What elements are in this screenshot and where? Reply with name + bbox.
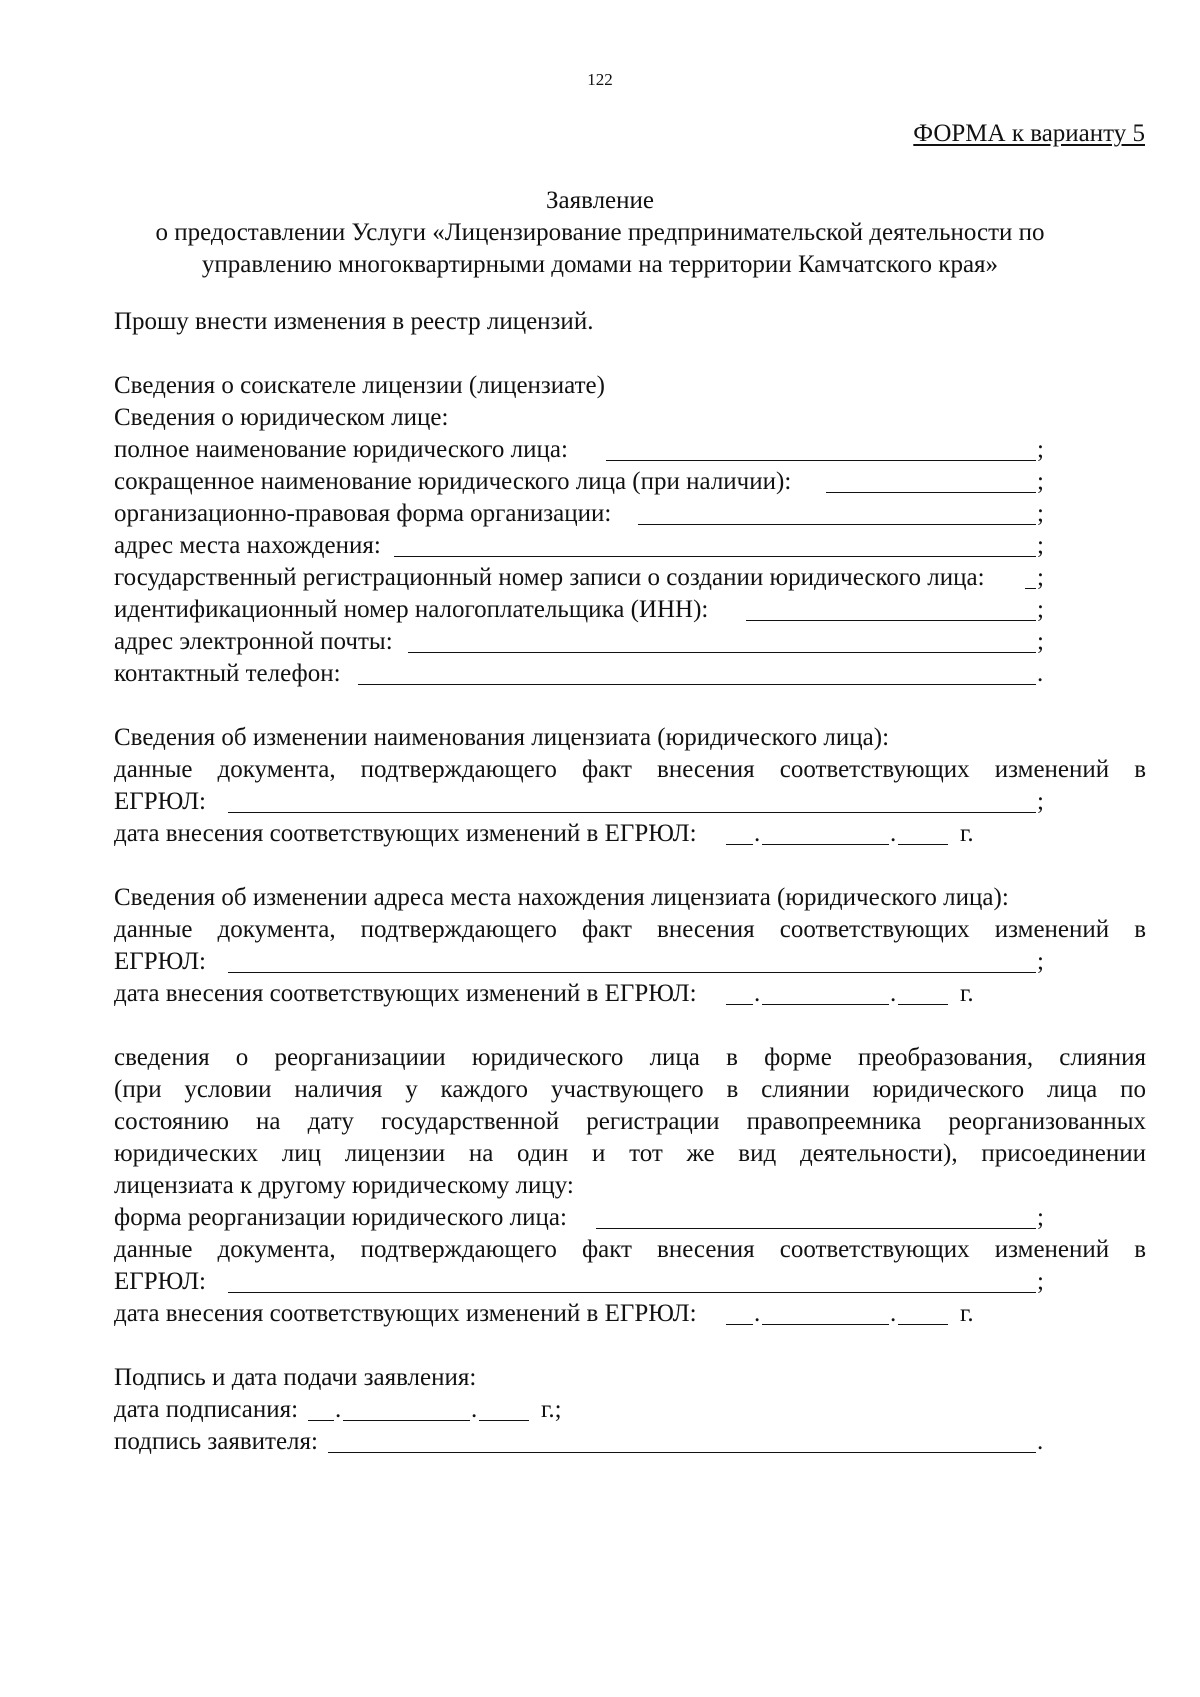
reorg-form-row: форма реорганизации юридического лица: ; [114,1204,1044,1231]
short-name-row: сокращенное наименование юридического лица (при наличии): ; [114,466,1146,498]
reorg-date-row: дата внесения соответствующих изменений в ЕГРЮЛ: . . г. [114,1300,974,1327]
signing-month-field[interactable] [343,1420,470,1421]
full-name-label: полное наименование юридического лица: [114,436,568,463]
email-label: адрес электронной почты: [114,628,393,655]
legal-form-field[interactable] [638,524,1036,525]
signing-date-row: дата подписания: . . г.; [114,1396,562,1423]
request-text: Прошу внести изменения в реестр лицензий. [114,308,594,335]
reorg-doc-row: ЕГРЮЛ: ; [114,1268,1044,1295]
address-change-heading: Сведения об изменении адреса места нахождения лицензиата (юридического лица): [114,884,1009,911]
name-change-doc-line: данные документа, подтверждающего факт внесения соответствующих изменений в [114,756,1146,783]
full-name-row: полное наименование юридического лица: ; [114,434,1146,466]
ogrn-field[interactable] [1025,588,1036,589]
reorg-doc-field[interactable] [228,1292,1036,1293]
phone-row: контактный телефон: . [114,658,1146,690]
title-line-1: Заявление [545,187,655,214]
address-change-doc-line: данные документа, подтверждающего факт внесения соответствующих изменений в [114,916,1146,943]
full-name-field[interactable] [606,460,1036,461]
page-number: 122 [587,70,613,89]
inn-row: идентификационный номер налогоплательщика (ИНН): ; [114,594,1146,626]
short-name-field[interactable] [826,492,1036,493]
form-body [114,306,1146,1458]
name-change-doc-row: ЕГРЮЛ: ; [114,788,1044,815]
ogrn-row: государственный регистрационный номер записи о создании юридического лица: ; [114,562,1146,594]
name-change-doc-field[interactable] [228,812,1036,813]
signing-year-field[interactable] [479,1420,529,1421]
name-change-heading: Сведения об изменении наименования лицензиата (юридического лица): [114,724,890,751]
request-line [114,306,1146,338]
name-change-month-field[interactable] [762,844,889,845]
signature-heading: Подпись и дата подачи заявления: [114,1364,477,1391]
name-change-year-field[interactable] [898,844,948,845]
email-field[interactable] [408,652,1036,653]
reorg-para-line-2: (при условии наличия у каждого участвующего в слиянии юридического лица по [114,1076,1146,1103]
email-row: адрес электронной почты: ; [114,626,1146,658]
reorg-doc-line: данные документа, подтверждающего факт внесения соответствующих изменений в [114,1236,1146,1263]
name-change-day-field[interactable] [726,844,753,845]
phone-field[interactable] [358,684,1036,685]
legal-form-row: организационно-правовая форма организации: ; [114,498,1146,530]
legal-form-label: организационно-правовая форма организации: [114,500,612,527]
ogrn-label: государственный регистрационный номер записи о создании юридического лица: [114,564,985,591]
signature-field[interactable] [328,1452,1036,1453]
reorg-form-field[interactable] [596,1228,1036,1229]
reorg-para-last: лицензиата к другому юридическому лицу: [114,1172,574,1199]
signing-day-field[interactable] [308,1420,334,1421]
applicant-subheading: Сведения о юридическом лице: [114,404,449,431]
inn-field[interactable] [746,620,1036,621]
reorg-year-field[interactable] [898,1324,948,1325]
address-change-doc-row: ЕГРЮЛ: ; [114,948,1044,975]
address-change-date-row: дата внесения соответствующих изменений в ЕГРЮЛ: . . г. [114,980,974,1007]
address-change-year-field[interactable] [898,1004,948,1005]
title-line-3: управлению многоквартирными домами на территории Камчатского края» [201,251,999,278]
form-label: ФОРМА к варианту 5 [913,120,1145,147]
name-change-date-row: дата внесения соответствующих изменений в ЕГРЮЛ: . . г. [114,820,974,847]
reorg-month-field[interactable] [762,1324,889,1325]
address-change-day-field[interactable] [726,1004,753,1005]
short-name-label: сокращенное наименование юридического лица (при наличии): [114,468,792,495]
address-label: адрес места нахождения: [114,532,381,559]
reorg-para-line-3: состоянию на дату государственной регистрации правопреемника реорганизованных [114,1108,1146,1135]
title-line-2: о предоставлении Услуги «Лицензирование предпринимательской деятельности по [155,219,1045,246]
address-row: адрес места нахождения: ; [114,530,1146,562]
reorg-para-line-4: юридических лиц лицензии на один и тот же вид деятельности), присоединении [114,1140,1146,1167]
reorg-para-line-1: сведения о реорганизациии юридического лица в форме преобразования, слияния [114,1044,1146,1071]
applicant-heading: Сведения о соискателе лицензии (лицензиате) [114,372,605,399]
address-change-doc-field[interactable] [228,972,1036,973]
signature-row: подпись заявителя: . [114,1428,1044,1455]
address-field[interactable] [394,556,1036,557]
reorg-day-field[interactable] [726,1324,753,1325]
phone-label: контактный телефон: [114,660,341,687]
document-title [90,185,1110,281]
address-change-month-field[interactable] [762,1004,889,1005]
inn-label: идентификационный номер налогоплательщика (ИНН): [114,596,709,623]
